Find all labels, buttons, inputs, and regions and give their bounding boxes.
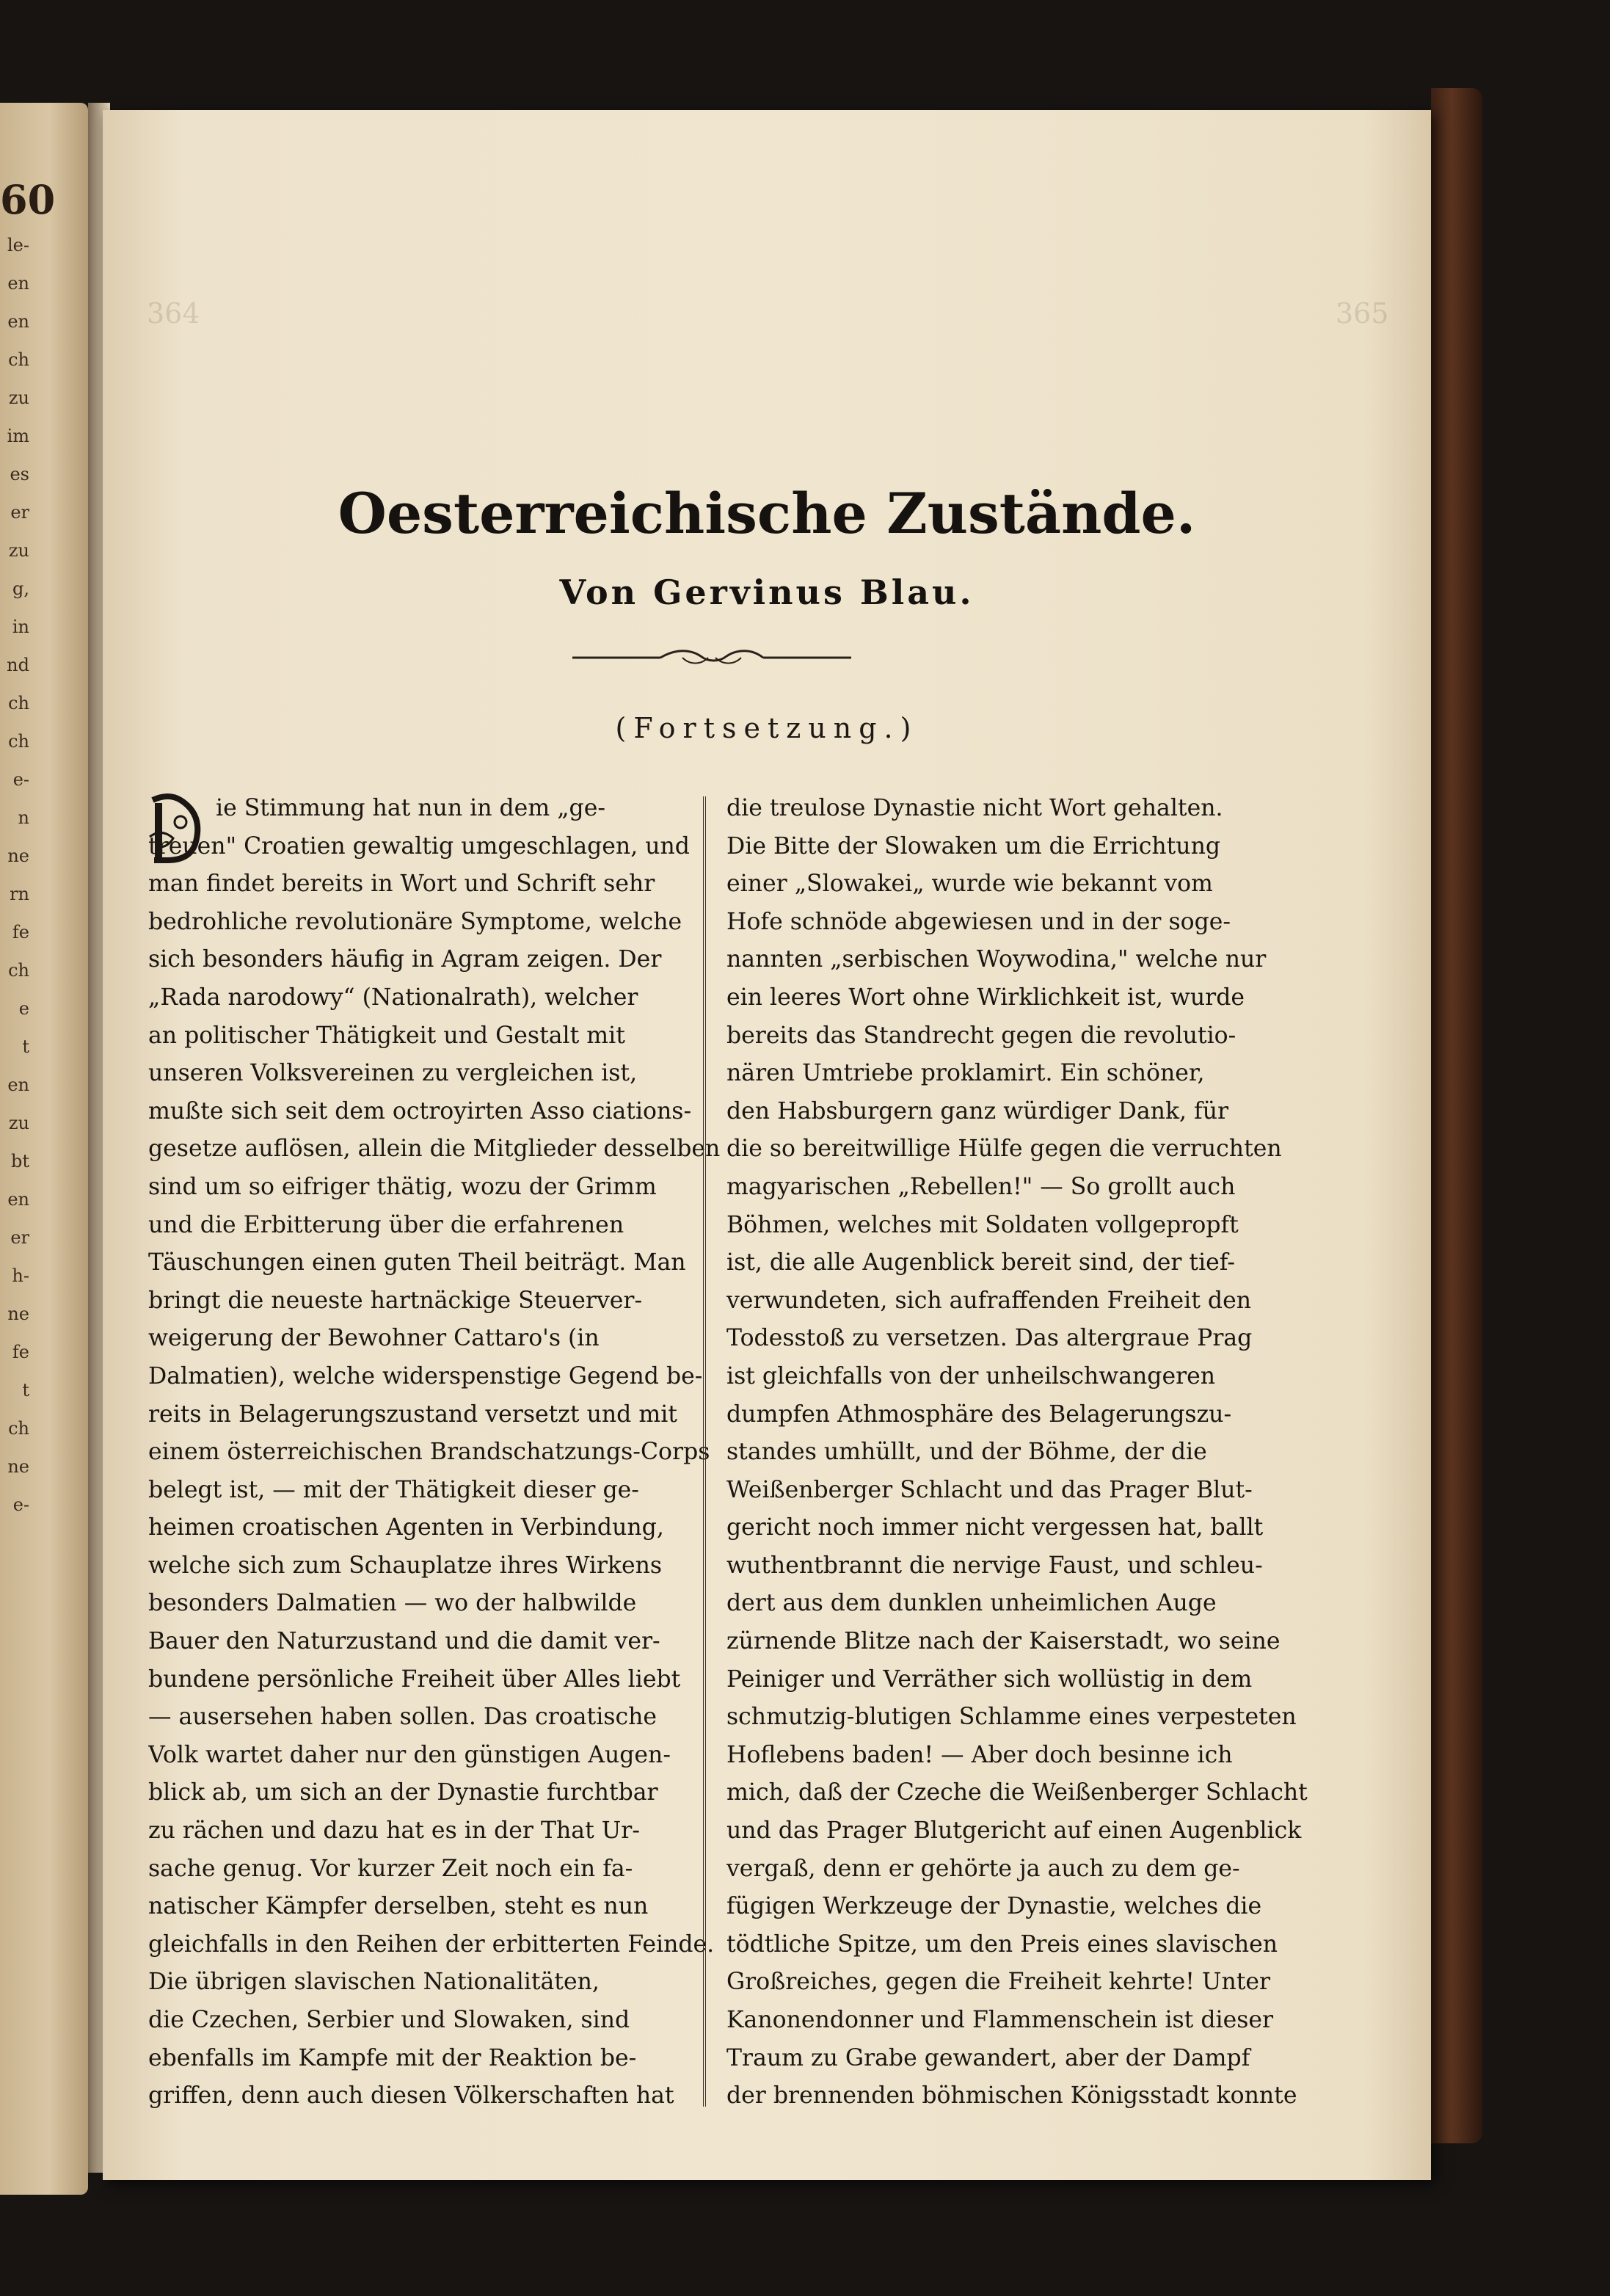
- text-line: der brennenden böhmischen Königsstadt konnte: [726, 2082, 1297, 2110]
- text-line: fügigen Werkzeuge der Dynastie, welches die: [726, 1893, 1262, 1920]
- article-title: Oesterreichische Zustände.: [338, 481, 1196, 546]
- text-line: die treulose Dynastie nicht Wort gehalten.: [726, 795, 1223, 821]
- previous-page-text-fragment: nd: [7, 655, 29, 675]
- text-line: mich, daß der Czeche die Weißenberger Schlacht: [726, 1779, 1308, 1806]
- previous-page-text-fragment: im: [7, 426, 29, 446]
- text-line: Peiniger und Verräther sich wollüstig in dem: [726, 1665, 1253, 1693]
- text-line: schmutzig-blutigen Schlamme eines verpesteten: [726, 1704, 1297, 1731]
- text-line: gericht noch immer nicht vergessen hat, ballt: [726, 1514, 1264, 1541]
- text-line: Hofe schnöde abgewiesen und in der soge-: [726, 908, 1231, 935]
- text-line: Die übrigen slavischen Nationalitäten,: [148, 1969, 600, 1996]
- book-page: [103, 110, 1431, 2180]
- text-line: welche sich zum Schauplatze ihres Wirkens: [148, 1552, 663, 1579]
- text-line: an politischer Thätigkeit und Gestalt mit: [148, 1022, 625, 1049]
- text-line: weigerung der Bewohner Cattaro's (in: [148, 1325, 600, 1352]
- previous-page-text-fragment: en: [7, 273, 29, 294]
- text-line: reits in Belagerungszustand versetzt und mit: [148, 1401, 677, 1428]
- previous-page-text-fragment: ch: [8, 693, 29, 713]
- text-line: einem österreichischen Brandschatzungs-Corps: [148, 1439, 710, 1466]
- text-line: ebenfalls im Kampfe mit der Reaktion be-: [148, 2044, 637, 2071]
- text-line: gesetze auflösen, allein die Mitglieder desselben: [148, 1136, 721, 1163]
- article-author: Von Gervinus Blau.: [559, 573, 975, 612]
- text-line: unseren Volksvereinen zu vergleichen ist,: [148, 1060, 638, 1087]
- text-line: belegt ist, — mit der Thätigkeit dieser ge-: [148, 1476, 639, 1503]
- text-line: sind um so eifriger thätig, wozu der Grimm: [148, 1173, 657, 1200]
- text-line: bedrohliche revolutionäre Symptome, welche: [148, 908, 682, 935]
- column-divider: [703, 796, 706, 2107]
- previous-page-text-fragment: in: [12, 617, 29, 637]
- text-line: ein leeres Wort ohne Wirklichkeit ist, wurde: [726, 984, 1245, 1011]
- text-line: einer „Slowakei„ wurde wie bekannt vom: [726, 871, 1213, 898]
- bleed-through-page-number-left: 364: [147, 297, 200, 330]
- text-line: Böhmen, welches mit Soldaten vollgepropft: [726, 1211, 1239, 1238]
- previous-page-text-fragment: ch: [8, 349, 29, 370]
- text-column-right: [726, 790, 1376, 2115]
- previous-page-number: 60: [0, 176, 56, 223]
- continuation-note: (Fortsetzung.): [615, 712, 919, 744]
- text-line: bundene persönliche Freiheit über Alles liebt: [148, 1665, 681, 1693]
- text-line: besonders Dalmatien — wo der halbwilde: [148, 1590, 637, 1617]
- text-line: bereits das Standrecht gegen die revolutio-: [726, 1022, 1236, 1049]
- text-line: standes umhüllt, und der Böhme, der die: [726, 1439, 1207, 1466]
- text-line: bringt die neueste hartnäckige Steuerver-: [148, 1287, 643, 1314]
- decorative-rule-ornament: [572, 643, 851, 672]
- previous-page-text-fragment: zu: [8, 388, 29, 408]
- text-line: Volk wartet daher nur den günstigen Augen-: [148, 1741, 671, 1768]
- text-line: und das Prager Blutgericht auf einen Augenblick: [726, 1817, 1302, 1845]
- text-line: Großreiches, gegen die Freiheit kehrte! Unter: [726, 1969, 1271, 1996]
- text-line: Die Bitte der Slowaken um die Errichtung: [726, 832, 1221, 860]
- previous-page-text-fragment: e-: [12, 769, 29, 790]
- text-line: man findet bereits in Wort und Schrift sehr: [148, 871, 655, 898]
- bleed-through-page-number-right: 365: [1336, 297, 1389, 330]
- previous-page-text-fragment: e: [18, 998, 29, 1019]
- previous-page-text-fragment: n: [18, 807, 29, 828]
- text-line: ist, die alle Augenblick bereit sind, der tief-: [726, 1249, 1235, 1276]
- text-line: wuthentbrannt die nervige Faust, und schleu-: [726, 1552, 1263, 1579]
- text-line: griffen, denn auch diesen Völkerschaften hat: [148, 2082, 674, 2110]
- previous-page-text-fragment: ne: [7, 846, 29, 866]
- previous-page-text-fragment: e-: [12, 1494, 29, 1515]
- text-line: ist gleichfalls von der unheilschwangeren: [726, 1362, 1216, 1389]
- text-line: Todesstoß zu versetzen. Das altergraue Prag: [726, 1325, 1253, 1352]
- text-line: blick ab, um sich an der Dynastie furchtbar: [148, 1779, 658, 1806]
- text-line: dumpfen Athmosphäre des Belagerungszu-: [726, 1401, 1232, 1428]
- text-line: zu rächen und dazu hat es in der That Ur-: [148, 1817, 641, 1845]
- text-line: magyarischen „Rebellen!" — So grollt auch: [726, 1173, 1236, 1200]
- text-line: die Czechen, Serbier und Slowaken, sind: [148, 2007, 630, 2033]
- text-line: die so bereitwillige Hülfe gegen die verruchten: [726, 1136, 1282, 1163]
- previous-page-text-fragment: fe: [12, 1342, 29, 1362]
- previous-page-text-fragment: t: [22, 1036, 29, 1057]
- text-line: den Habsburgern ganz würdiger Dank, für: [726, 1097, 1229, 1125]
- text-line: Täuschungen einen guten Theil beiträgt. Man: [148, 1249, 686, 1276]
- text-line: — ausersehen haben sollen. Das croatische: [148, 1704, 658, 1731]
- text-line: heimen croatischen Agenten in Verbindung,: [148, 1514, 664, 1541]
- text-line: zürnende Blitze nach der Kaiserstadt, wo seine: [726, 1628, 1281, 1655]
- previous-page-edge: [0, 103, 88, 2195]
- previous-page-text-fragment: h-: [12, 1265, 29, 1286]
- text-line: mußte sich seit dem octroyirten Asso ciations-: [148, 1097, 692, 1125]
- previous-page-text-fragment: en: [7, 311, 29, 332]
- text-line: treuen" Croatien gewaltig umgeschlagen, und: [148, 832, 690, 860]
- previous-page-text-fragment: er: [10, 502, 29, 523]
- text-line: natischer Kämpfer derselben, steht es nun: [148, 1893, 649, 1920]
- text-line: Dalmatien), welche widerspenstige Gegend be-: [148, 1362, 703, 1389]
- previous-page-text-fragment: g,: [12, 578, 29, 599]
- text-line: Bauer den Naturzustand und die damit ver-: [148, 1628, 660, 1655]
- book-cover-edge: [1431, 88, 1482, 2143]
- previous-page-text-fragment: ch: [8, 960, 29, 981]
- previous-page-text-fragment: er: [10, 1227, 29, 1248]
- previous-page-text-fragment: zu: [8, 540, 29, 561]
- text-column-left: [148, 790, 787, 2115]
- previous-page-text-fragment: bt: [10, 1151, 29, 1171]
- text-line: Traum zu Grabe gewandert, aber der Dampf: [726, 2044, 1250, 2071]
- text-line: ie Stimmung hat nun in dem „ge-: [216, 795, 605, 821]
- previous-page-text-fragment: zu: [8, 1113, 29, 1133]
- text-line: sich besonders häufig in Agram zeigen. Der: [148, 946, 662, 973]
- text-line: verwundeten, sich aufraffenden Freiheit den: [726, 1287, 1252, 1314]
- text-line: sache genug. Vor kurzer Zeit noch ein fa-: [148, 1855, 633, 1882]
- previous-page-text-fragment: ne: [7, 1304, 29, 1324]
- previous-page-text-fragment: en: [7, 1189, 29, 1210]
- previous-page-text-fragment: t: [22, 1380, 29, 1401]
- previous-page-text-fragment: ch: [8, 731, 29, 752]
- text-line: nären Umtriebe proklamirt. Ein schöner,: [726, 1060, 1205, 1087]
- previous-page-text-fragment: en: [7, 1075, 29, 1095]
- text-line: Kanonendonner und Flammenschein ist dieser: [726, 2007, 1274, 2033]
- previous-page-text-fragment: fe: [12, 922, 29, 942]
- previous-page-text-fragment: es: [10, 464, 29, 484]
- text-line: „Rada narodowy“ (Nationalrath), welcher: [148, 984, 638, 1011]
- text-line: gleichfalls in den Reihen der erbitterten Feinde.: [148, 1930, 715, 1958]
- text-line: Hoflebens baden! — Aber doch besinne ich: [726, 1741, 1233, 1768]
- text-line: dert aus dem dunklen unheimlichen Auge: [726, 1590, 1217, 1617]
- previous-page-text-fragment: ch: [8, 1418, 29, 1439]
- previous-page-text-fragment: rn: [10, 884, 29, 904]
- text-line: nannten „serbischen Woywodina," welche nur: [726, 946, 1267, 973]
- text-line: tödtliche Spitze, um den Preis eines slavischen: [726, 1930, 1278, 1958]
- previous-page-text-fragment: le-: [7, 235, 29, 255]
- previous-page-text-fragment: ne: [7, 1456, 29, 1477]
- text-line: und die Erbitterung über die erfahrenen: [148, 1211, 624, 1238]
- text-line: vergaß, denn er gehörte ja auch zu dem ge-: [726, 1855, 1240, 1882]
- text-line: Weißenberger Schlacht und das Prager Blut-: [726, 1476, 1253, 1503]
